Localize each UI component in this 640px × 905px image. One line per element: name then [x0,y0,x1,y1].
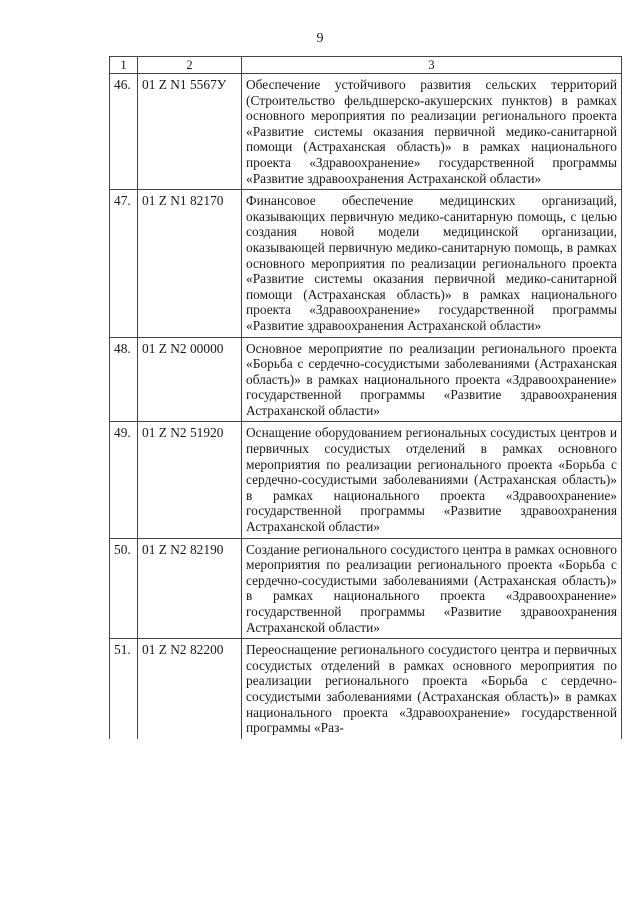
row-description: Обеспечение устойчивого развития сельских территорий (Строительство фельдшерско-акушерских пунктов) в рамках основного мероприятия по реализации регионального проекта «Развитие системы оказания первичной медико-санитарной помощи (Астраханская область)» в рамках национального проекта «Здравоохранение» государственной программы «Развитие здравоохранения Астраханской области» [242,74,622,190]
row-description: Основное мероприятие по реализации регионального проекта «Борьба с сердечно-сосудистыми заболеваниями (Астраханская область)» в рамках национального проекта «Здравоохранение» государственной программы «Развитие здравоохранения Астраханской области» [242,337,622,422]
row-description: Переоснащение регионального сосудистого центра и первичных сосудистых отделений в рамках основного мероприятия по реализации регионального проекта «Борьба с сердечно-сосудистыми заболеваниями (Астраханская область)» в рамках национального проекта «Здравоохранение» государственной программы «Раз- [242,639,622,739]
row-number: 46. [110,74,138,190]
table-row [110,74,622,190]
row-number: 48. [110,337,138,422]
classification-code: 01 Z N2 00000 [138,337,242,422]
table-row [110,422,622,538]
table-row [110,190,622,337]
row-number: 47. [110,190,138,337]
classification-code: 01 Z N1 5567У [138,74,242,190]
classification-code: 01 Z N2 82190 [138,538,242,639]
row-description: Создание регионального сосудистого центра в рамках основного мероприятия по реализации регионального проекта «Борьба с сердечно-сосудистыми заболеваниями (Астраханская область)» в рамках национального проекта «Здравоохранение» государственной программы «Развитие здравоохранения Астраханской области» [242,538,622,639]
column-header: 1 [110,57,138,74]
row-description: Финансовое обеспечение медицинских организаций, оказывающих первичную медико-санитарную помощь, с целью создания новой модели медицинской организации, оказывающей первичную медико-санитарную помощь, в рамках основного мероприятия по реализации регионального проекта «Развитие системы оказания первичной медико-санитарной помощи (Астраханская область)» в рамках национального проекта «Здравоохранение» государственной программы «Развитие здравоохранения Астраханской области» [242,190,622,337]
table-header-row [110,57,622,74]
classification-code: 01 Z N1 82170 [138,190,242,337]
column-header: 3 [242,57,622,74]
page-number: 9 [316,31,324,46]
row-number: 50. [110,538,138,639]
classification-code: 01 Z N2 51920 [138,422,242,538]
column-header: 2 [138,57,242,74]
table-row [110,639,622,739]
row-description: Оснащение оборудованием региональных сосудистых центров и первичных сосудистых отделений в рамках основного мероприятия по реализации регионального проекта «Борьба с сердечно-сосудистыми заболеваниями (Астраханская область)» в рамках национального проекта «Здравоохранение» государственной программы «Развитие здравоохранения Астраханской области» [242,422,622,538]
budget-classification-table [109,56,622,739]
table-row [110,538,622,639]
table-row [110,337,622,422]
row-number: 49. [110,422,138,538]
classification-code: 01 Z N2 82200 [138,639,242,739]
row-number: 51. [110,639,138,739]
